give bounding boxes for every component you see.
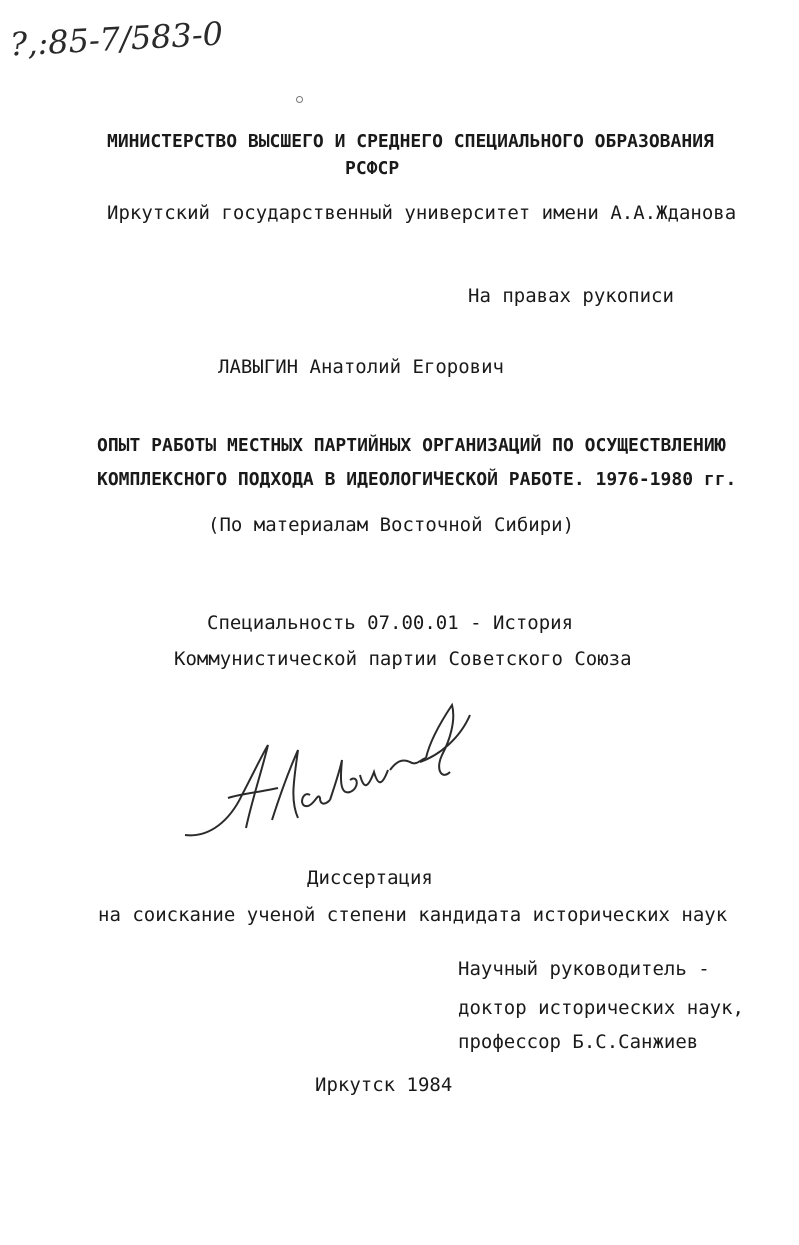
manuscript-rights: На правах рукописи [468,285,674,307]
specialty-line1: Специальность 07.00.01 - История [207,612,574,634]
supervisor-line1: Научный руководитель - [458,958,710,980]
university-name: Иркутский государственный университет имени А.А.Жданова [107,202,737,224]
supervisor-line2: доктор исторических наук, [458,997,744,1019]
supervisor-line3: профессор Б.С.Санжиев [458,1031,699,1053]
specialty-line2: Коммунистической партии Советского Союза [174,648,632,670]
place-year: Иркутск 1984 [315,1074,453,1096]
ministry-heading-country: РСФСР [345,158,400,179]
dissertation-purpose: на соискание ученой степени кандидата исторических наук [98,904,728,926]
thesis-title-line2: КОМПЛЕКСНОГО ПОДХОДА В ИДЕОЛОГИЧЕСКОЙ РАБОТЕ. 1976-1980 гг. [97,469,737,490]
ministry-heading: МИНИСТЕРСТВО ВЫСШЕГО И СРЕДНЕГО СПЕЦИАЛЬНОГО ОБРАЗОВАНИЯ [107,131,714,152]
thesis-subtitle: (По материалам Восточной Сибири) [208,514,575,536]
dissertation-label: Диссертация [307,867,433,889]
thesis-title-line1: ОПЫТ РАБОТЫ МЕСТНЫХ ПАРТИЙНЫХ ОРГАНИЗАЦИЙ ПО ОСУЩЕСТВЛЕНИЮ [97,435,726,456]
archive-number-handwritten: ?,:85-7/583-0 [9,14,224,64]
author-signature [180,700,490,845]
paper-speck [296,96,303,103]
author-name: ЛАВЫГИН Анатолий Егорович [218,356,504,378]
